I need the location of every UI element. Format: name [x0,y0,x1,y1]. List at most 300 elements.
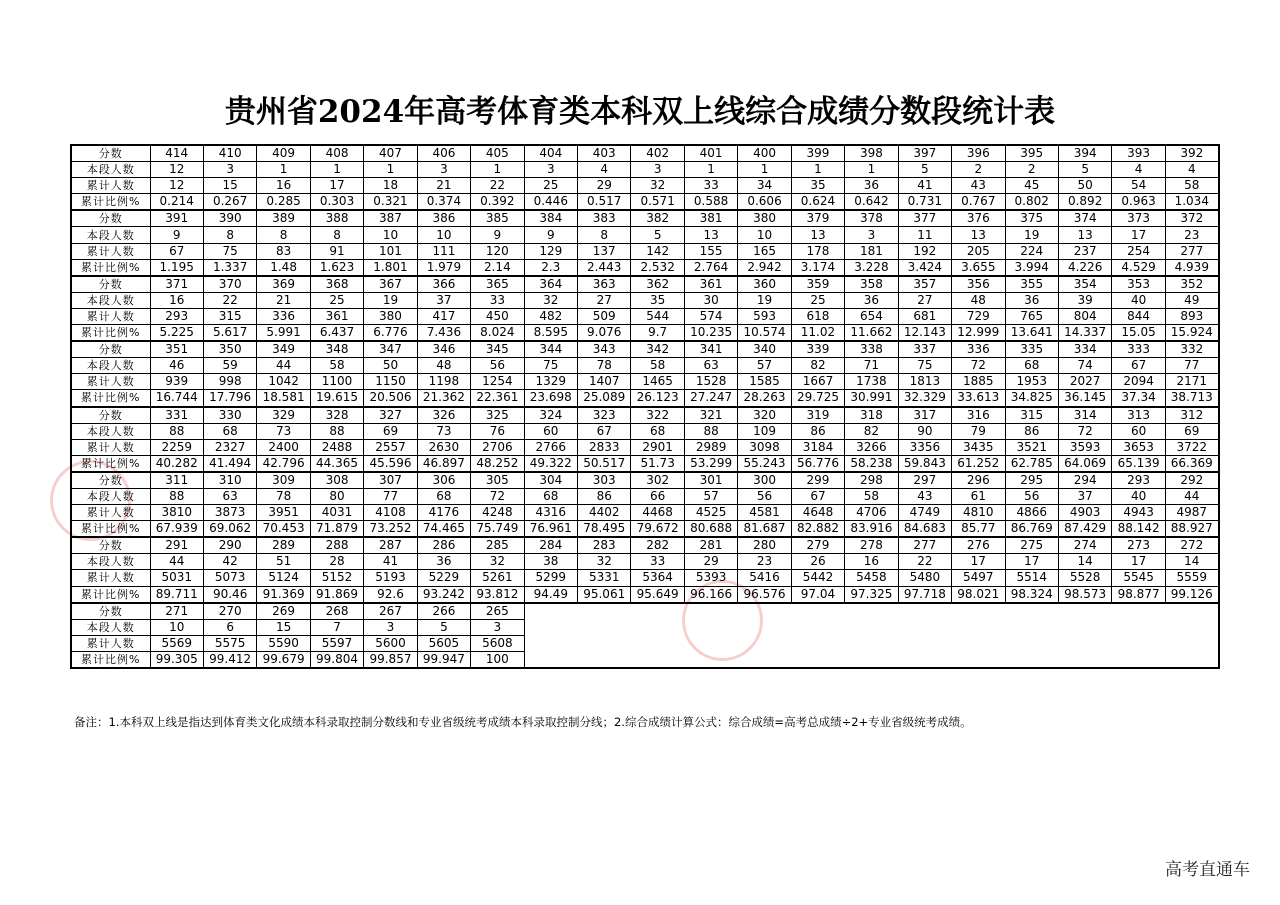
score-cell: 279 [791,537,844,554]
score-cell: 388 [310,210,363,227]
score-cell: 314 [1058,407,1111,424]
cumulative-cell: 18 [364,178,417,194]
count-cell: 4 [1112,162,1165,178]
score-cell: 331 [150,407,203,424]
percent-cell: 65.139 [1112,455,1165,472]
count-cell: 13 [791,227,844,243]
percent-cell: 5.991 [257,325,310,342]
count-cell: 23 [738,554,791,570]
count-cell: 28 [310,554,363,570]
percent-cell: 53.299 [684,455,737,472]
cumulative-cell: 3098 [738,439,791,455]
count-cell: 76 [471,423,524,439]
score-cell: 328 [310,407,363,424]
percent-cell: 12.999 [952,325,1005,342]
count-cell: 8 [203,227,256,243]
percent-cell: 97.325 [845,586,898,603]
score-cell: 398 [845,145,898,162]
score-cell: 317 [898,407,951,424]
row-label: 累计人数 [71,243,150,259]
cumulative-cell: 1465 [631,374,684,390]
score-cell: 268 [310,603,363,620]
cumulative-cell: 544 [631,308,684,324]
percent-cell: 7.436 [417,325,470,342]
cumulative-cell: 4248 [471,505,524,521]
count-cell: 58 [845,488,898,504]
count-cell: 79 [952,423,1005,439]
count-cell: 5 [1058,162,1111,178]
percent-cell: 8.024 [471,325,524,342]
cumulative-cell: 1198 [417,374,470,390]
score-cell: 336 [952,341,1005,358]
cumulative-cell: 5152 [310,570,363,586]
count-cell: 44 [1165,488,1218,504]
count-cell: 67 [1112,358,1165,374]
score-cell: 390 [203,210,256,227]
count-cell: 9 [524,227,577,243]
count-cell: 3 [203,162,256,178]
score-cell: 375 [1005,210,1058,227]
percent-cell: 83.916 [845,521,898,538]
cumulative-cell: 75 [203,243,256,259]
cumulative-cell: 1585 [738,374,791,390]
percent-cell: 85.77 [952,521,1005,538]
count-cell: 3 [631,162,684,178]
score-distribution-table [70,144,1220,669]
percent-cell: 100 [471,651,524,668]
cumulative-cell: 36 [845,178,898,194]
count-cell: 78 [578,358,631,374]
percent-cell: 3.655 [952,259,1005,276]
percent-cell: 9.076 [578,325,631,342]
count-cell: 25 [791,292,844,308]
score-cell: 342 [631,341,684,358]
cumulative-cell: 237 [1058,243,1111,259]
percent-cell: 99.412 [203,651,256,668]
score-cell: 307 [364,472,417,489]
percent-cell: 81.687 [738,521,791,538]
cumulative-cell: 681 [898,308,951,324]
percent-cell: 55.243 [738,455,791,472]
score-cell: 383 [578,210,631,227]
percent-cell: 64.069 [1058,455,1111,472]
percent-cell: 28.263 [738,390,791,407]
table-row [71,227,1219,243]
score-cell: 269 [257,603,310,620]
score-cell: 406 [417,145,470,162]
percent-cell: 2.3 [524,259,577,276]
score-cell: 381 [684,210,737,227]
score-cell: 387 [364,210,417,227]
cumulative-cell: 58 [1165,178,1218,194]
score-cell: 280 [738,537,791,554]
percent-cell: 36.145 [1058,390,1111,407]
percent-cell: 74.465 [417,521,470,538]
row-label: 分数 [71,472,150,489]
score-cell: 368 [310,276,363,293]
cumulative-cell: 4706 [845,505,898,521]
score-cell: 318 [845,407,898,424]
score-cell: 344 [524,341,577,358]
percent-cell: 29.725 [791,390,844,407]
count-cell: 57 [738,358,791,374]
percent-cell: 71.879 [310,521,363,538]
score-cell: 408 [310,145,363,162]
count-cell: 10 [417,227,470,243]
percent-cell: 34.825 [1005,390,1058,407]
table-row [71,276,1219,293]
percent-cell: 41.494 [203,455,256,472]
row-label: 累计人数 [71,374,150,390]
count-cell: 60 [524,423,577,439]
percent-cell: 89.711 [150,586,203,603]
cumulative-cell: 315 [203,308,256,324]
cumulative-cell: 3356 [898,439,951,455]
percent-cell: 91.369 [257,586,310,603]
cumulative-cell: 4943 [1112,505,1165,521]
score-cell: 282 [631,537,684,554]
score-cell: 402 [631,145,684,162]
score-cell: 407 [364,145,417,162]
percent-cell: 0.802 [1005,194,1058,211]
table-row [71,145,1219,162]
percent-cell: 4.939 [1165,259,1218,276]
count-cell: 72 [471,488,524,504]
cumulative-cell: 5528 [1058,570,1111,586]
table-row [71,586,1219,603]
percent-cell: 46.897 [417,455,470,472]
score-cell: 351 [150,341,203,358]
table-row [71,505,1219,521]
count-cell: 69 [364,423,417,439]
count-cell: 72 [952,358,1005,374]
count-cell: 1 [471,162,524,178]
cumulative-cell: 5073 [203,570,256,586]
percent-cell: 80.688 [684,521,737,538]
score-cell: 359 [791,276,844,293]
cumulative-cell: 5480 [898,570,951,586]
cumulative-cell: 50 [1058,178,1111,194]
count-cell: 77 [1165,358,1218,374]
count-cell: 44 [257,358,310,374]
count-cell: 77 [364,488,417,504]
percent-cell: 99.857 [364,651,417,668]
row-label: 本段人数 [71,619,150,635]
cumulative-cell: 2557 [364,439,417,455]
cumulative-cell: 3951 [257,505,310,521]
cumulative-cell: 5261 [471,570,524,586]
percent-cell: 2.14 [471,259,524,276]
count-cell: 27 [578,292,631,308]
percent-cell: 0.267 [203,194,256,211]
cumulative-cell: 482 [524,308,577,324]
percent-cell: 4.226 [1058,259,1111,276]
table-row [71,243,1219,259]
row-label: 累计比例% [71,455,150,472]
percent-cell: 0.303 [310,194,363,211]
cumulative-cell: 5393 [684,570,737,586]
cumulative-cell: 205 [952,243,1005,259]
count-cell: 68 [524,488,577,504]
score-cell: 382 [631,210,684,227]
percent-cell: 3.994 [1005,259,1058,276]
score-cell: 290 [203,537,256,554]
score-cell: 353 [1112,276,1165,293]
cumulative-cell: 4176 [417,505,470,521]
row-label: 分数 [71,603,150,620]
percent-cell: 66.369 [1165,455,1218,472]
percent-cell: 58.238 [845,455,898,472]
percent-cell: 0.892 [1058,194,1111,211]
count-cell: 19 [1005,227,1058,243]
count-cell: 16 [845,554,898,570]
row-label: 累计人数 [71,308,150,324]
count-cell: 10 [738,227,791,243]
count-cell: 32 [471,554,524,570]
cumulative-cell: 54 [1112,178,1165,194]
score-cell: 386 [417,210,470,227]
score-cell: 278 [845,537,898,554]
count-cell: 80 [310,488,363,504]
count-cell: 32 [578,554,631,570]
count-cell: 1 [738,162,791,178]
count-cell: 11 [898,227,951,243]
cumulative-cell: 3266 [845,439,898,455]
percent-cell: 69.062 [203,521,256,538]
cumulative-cell: 804 [1058,308,1111,324]
count-cell: 2 [952,162,1005,178]
count-cell: 49 [1165,292,1218,308]
cumulative-cell: 3184 [791,439,844,455]
count-cell: 1 [310,162,363,178]
count-cell: 8 [310,227,363,243]
cumulative-cell: 4749 [898,505,951,521]
score-cell: 292 [1165,472,1218,489]
count-cell: 19 [738,292,791,308]
percent-cell: 0.214 [150,194,203,211]
count-cell: 9 [471,227,524,243]
count-cell: 1 [684,162,737,178]
count-cell: 37 [417,292,470,308]
percent-cell: 73.252 [364,521,417,538]
percent-cell: 2.443 [578,259,631,276]
cumulative-cell: 5597 [310,635,363,651]
score-cell: 356 [952,276,1005,293]
score-cell: 392 [1165,145,1218,162]
score-cell: 403 [578,145,631,162]
count-cell: 8 [578,227,631,243]
score-cell: 293 [1112,472,1165,489]
percent-cell: 14.337 [1058,325,1111,342]
percent-cell: 1.034 [1165,194,1218,211]
cumulative-cell: 1254 [471,374,524,390]
percent-cell: 99.947 [417,651,470,668]
percent-cell: 76.961 [524,521,577,538]
score-table-wrapper [70,144,1220,669]
cumulative-cell: 2171 [1165,374,1218,390]
cumulative-cell: 2766 [524,439,577,455]
score-cell: 299 [791,472,844,489]
percent-cell: 82.882 [791,521,844,538]
row-label: 累计人数 [71,178,150,194]
percent-cell: 20.506 [364,390,417,407]
score-cell: 306 [417,472,470,489]
percent-cell: 10.235 [684,325,737,342]
cumulative-cell: 16 [257,178,310,194]
score-cell: 323 [578,407,631,424]
count-cell: 46 [150,358,203,374]
score-cell: 350 [203,341,256,358]
count-cell: 82 [791,358,844,374]
score-cell: 358 [845,276,898,293]
table-row [71,407,1219,424]
count-cell: 88 [310,423,363,439]
cumulative-cell: 5124 [257,570,310,586]
percent-cell: 30.991 [845,390,898,407]
percent-cell: 0.517 [578,194,631,211]
count-cell: 67 [791,488,844,504]
page-title: 贵州省2024年高考体育类本科双上线综合成绩分数段统计表 [224,94,1056,130]
score-cell: 291 [150,537,203,554]
count-cell: 58 [310,358,363,374]
cumulative-cell: 178 [791,243,844,259]
cumulative-cell: 181 [845,243,898,259]
cumulative-cell: 5497 [952,570,1005,586]
cumulative-cell: 4581 [738,505,791,521]
score-cell: 366 [417,276,470,293]
score-cell: 275 [1005,537,1058,554]
cumulative-cell: 844 [1112,308,1165,324]
percent-cell: 98.573 [1058,586,1111,603]
percent-cell: 62.785 [1005,455,1058,472]
score-cell: 267 [364,603,417,620]
cumulative-cell: 3521 [1005,439,1058,455]
row-label: 分数 [71,407,150,424]
score-cell: 325 [471,407,524,424]
cumulative-cell: 5559 [1165,570,1218,586]
table-row [71,325,1219,342]
percent-cell: 98.877 [1112,586,1165,603]
score-cell: 396 [952,145,1005,162]
score-cell: 337 [898,341,951,358]
row-label: 累计比例% [71,651,150,668]
percent-cell: 48.252 [471,455,524,472]
cumulative-cell: 254 [1112,243,1165,259]
percent-cell: 0.571 [631,194,684,211]
cumulative-cell: 2027 [1058,374,1111,390]
cumulative-cell: 34 [738,178,791,194]
cumulative-cell: 224 [1005,243,1058,259]
cumulative-cell: 35 [791,178,844,194]
score-cell: 378 [845,210,898,227]
row-label: 累计人数 [71,570,150,586]
count-cell: 57 [684,488,737,504]
row-label: 累计比例% [71,586,150,603]
row-label: 本段人数 [71,554,150,570]
count-cell: 42 [203,554,256,570]
cumulative-cell: 45 [1005,178,1058,194]
table-row [71,455,1219,472]
cumulative-cell: 2488 [310,439,363,455]
count-cell: 39 [1058,292,1111,308]
percent-cell: 5.617 [203,325,256,342]
count-cell: 71 [845,358,898,374]
cumulative-cell: 101 [364,243,417,259]
score-cell: 349 [257,341,310,358]
count-cell: 56 [738,488,791,504]
score-cell: 333 [1112,341,1165,358]
count-cell: 33 [471,292,524,308]
cumulative-cell: 4903 [1058,505,1111,521]
cumulative-cell: 5458 [845,570,898,586]
cumulative-cell: 33 [684,178,737,194]
row-label: 累计比例% [71,521,150,538]
row-label: 本段人数 [71,358,150,374]
count-cell: 69 [1165,423,1218,439]
count-cell: 5 [631,227,684,243]
cumulative-cell: 12 [150,178,203,194]
percent-cell: 99.804 [310,651,363,668]
count-cell: 3 [364,619,417,635]
count-cell: 12 [150,162,203,178]
cumulative-cell: 450 [471,308,524,324]
count-cell: 86 [1005,423,1058,439]
cumulative-cell: 155 [684,243,737,259]
percent-cell: 6.437 [310,325,363,342]
count-cell: 43 [898,488,951,504]
percent-cell: 13.641 [1005,325,1058,342]
score-cell: 270 [203,603,256,620]
percent-cell: 61.252 [952,455,1005,472]
count-cell: 86 [791,423,844,439]
percent-cell: 97.718 [898,586,951,603]
score-cell: 281 [684,537,737,554]
percent-cell: 0.642 [845,194,898,211]
count-cell: 41 [364,554,417,570]
score-cell: 389 [257,210,310,227]
cumulative-cell: 4468 [631,505,684,521]
count-cell: 73 [257,423,310,439]
cumulative-cell: 1667 [791,374,844,390]
cumulative-cell: 417 [417,308,470,324]
cumulative-cell: 5575 [203,635,256,651]
score-cell: 393 [1112,145,1165,162]
score-cell: 288 [310,537,363,554]
score-cell: 364 [524,276,577,293]
count-cell: 74 [1058,358,1111,374]
count-cell: 78 [257,488,310,504]
count-cell: 22 [203,292,256,308]
score-cell: 367 [364,276,417,293]
table-row [71,341,1219,358]
cumulative-cell: 2706 [471,439,524,455]
count-cell: 88 [684,423,737,439]
row-label: 分数 [71,145,150,162]
count-cell: 5 [898,162,951,178]
row-label: 本段人数 [71,162,150,178]
percent-cell: 94.49 [524,586,577,603]
percent-cell: 0.731 [898,194,951,211]
percent-cell: 70.453 [257,521,310,538]
percent-cell: 8.595 [524,325,577,342]
percent-cell: 44.365 [310,455,363,472]
score-cell: 335 [1005,341,1058,358]
count-cell: 3 [845,227,898,243]
cumulative-cell: 5569 [150,635,203,651]
score-cell: 321 [684,407,737,424]
score-cell: 414 [150,145,203,162]
score-cell: 277 [898,537,951,554]
